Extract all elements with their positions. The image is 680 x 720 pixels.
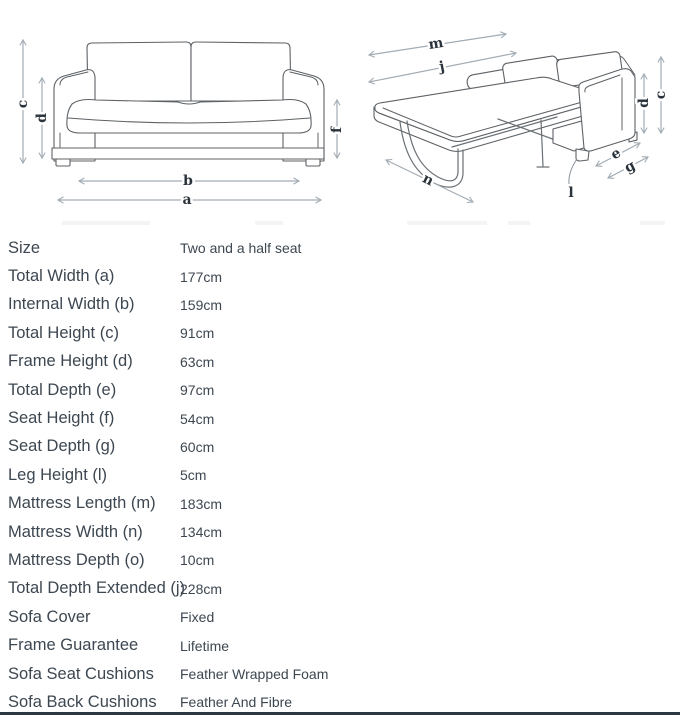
spec-row-mattress-length bbox=[0, 490, 680, 518]
spec-label: Sofa Cover bbox=[8, 607, 91, 626]
spec-label: Frame Height (d) bbox=[8, 352, 133, 371]
spec-value: 54cm bbox=[180, 410, 215, 427]
dimension-label-c2: c bbox=[653, 90, 669, 100]
dimension-label-j: j bbox=[437, 58, 447, 76]
spec-label: Seat Height (f) bbox=[8, 409, 115, 428]
dimension-diagrams bbox=[0, 0, 680, 232]
spec-row-leg-height bbox=[0, 461, 680, 489]
spec-value: 60cm bbox=[180, 438, 215, 455]
dimension-label-a: a bbox=[182, 192, 192, 208]
spec-value: Feather Wrapped Foam bbox=[180, 666, 329, 683]
sofa-bed-open-drawing bbox=[374, 51, 637, 187]
spec-label: Size bbox=[8, 238, 41, 257]
bottom-divider bbox=[0, 712, 680, 715]
spec-row-total-width bbox=[0, 262, 680, 290]
spec-label: Total Depth Extended (j) bbox=[8, 579, 186, 598]
spec-value: 228cm bbox=[180, 580, 223, 597]
spec-value: 159cm bbox=[180, 296, 223, 313]
spec-label: Total Height (c) bbox=[8, 323, 119, 342]
spec-row-seat-depth bbox=[0, 433, 680, 461]
spec-value: 63cm bbox=[180, 353, 215, 370]
spec-value: Two and a half seat bbox=[180, 240, 302, 257]
faded-divider-segment bbox=[407, 221, 487, 225]
faded-divider-segment bbox=[640, 221, 665, 225]
spec-label: Seat Depth (g) bbox=[8, 437, 116, 456]
spec-row-total-height bbox=[0, 319, 680, 347]
spec-label: Total Depth (e) bbox=[8, 380, 117, 399]
spec-label: Frame Guarantee bbox=[8, 636, 139, 655]
spec-value: 97cm bbox=[180, 382, 215, 399]
dimension-label-d2: d bbox=[636, 98, 652, 108]
spec-label: Sofa Back Cushions bbox=[8, 692, 157, 711]
dimension-label-m: m bbox=[427, 34, 445, 54]
spec-label: Internal Width (b) bbox=[8, 295, 135, 314]
dimension-label-f: f bbox=[329, 126, 345, 134]
spec-row-frame-guarantee bbox=[0, 631, 680, 659]
spec-label: Mattress Depth (o) bbox=[8, 550, 145, 569]
dimension-label-e: e bbox=[608, 144, 624, 164]
spec-value: Feather And Fibre bbox=[180, 694, 293, 711]
spec-value: Fixed bbox=[180, 609, 215, 626]
faded-divider-segment bbox=[508, 221, 530, 225]
spec-value: 91cm bbox=[180, 325, 215, 342]
specs-table bbox=[0, 234, 680, 717]
dimension-label-b: b bbox=[183, 173, 193, 189]
spec-row-sofa-cover bbox=[0, 603, 680, 631]
leg-pointer-line bbox=[569, 159, 577, 184]
spec-label: Mattress Width (n) bbox=[8, 522, 143, 541]
dimension-diagram-svg bbox=[0, 0, 680, 232]
spec-label: Leg Height (l) bbox=[8, 465, 108, 484]
spec-row-total-depth bbox=[0, 376, 680, 404]
spec-row-mattress-depth bbox=[0, 546, 680, 574]
dimension-label-g: g bbox=[622, 157, 638, 177]
dimension-label-l: l bbox=[568, 185, 574, 201]
dimension-label-c: c bbox=[15, 99, 31, 109]
spec-row-mattress-width bbox=[0, 518, 680, 546]
spec-value: Lifetime bbox=[180, 637, 230, 654]
spec-row-internal-width bbox=[0, 291, 680, 319]
spec-value: 10cm bbox=[180, 552, 215, 569]
spec-row-total-depth-extended bbox=[0, 575, 680, 603]
spec-label: Sofa Seat Cushions bbox=[8, 664, 154, 683]
spec-row-sofa-seat-cushions bbox=[0, 660, 680, 688]
faded-divider-segment bbox=[255, 221, 283, 225]
dimension-label-n: n bbox=[419, 170, 437, 190]
spec-row-seat-height bbox=[0, 404, 680, 432]
spec-value: 5cm bbox=[180, 467, 207, 484]
spec-row-frame-height bbox=[0, 348, 680, 376]
spec-label: Total Width (a) bbox=[8, 267, 115, 286]
spec-label: Mattress Length (m) bbox=[8, 494, 156, 513]
spec-row-size bbox=[0, 234, 680, 262]
spec-value: 177cm bbox=[180, 268, 223, 285]
spec-value: 134cm bbox=[180, 524, 223, 541]
dimension-label-d: d bbox=[34, 113, 50, 123]
spec-value: 183cm bbox=[180, 495, 223, 512]
sofa-closed-drawing bbox=[52, 42, 324, 166]
faded-divider-segment bbox=[62, 221, 150, 225]
